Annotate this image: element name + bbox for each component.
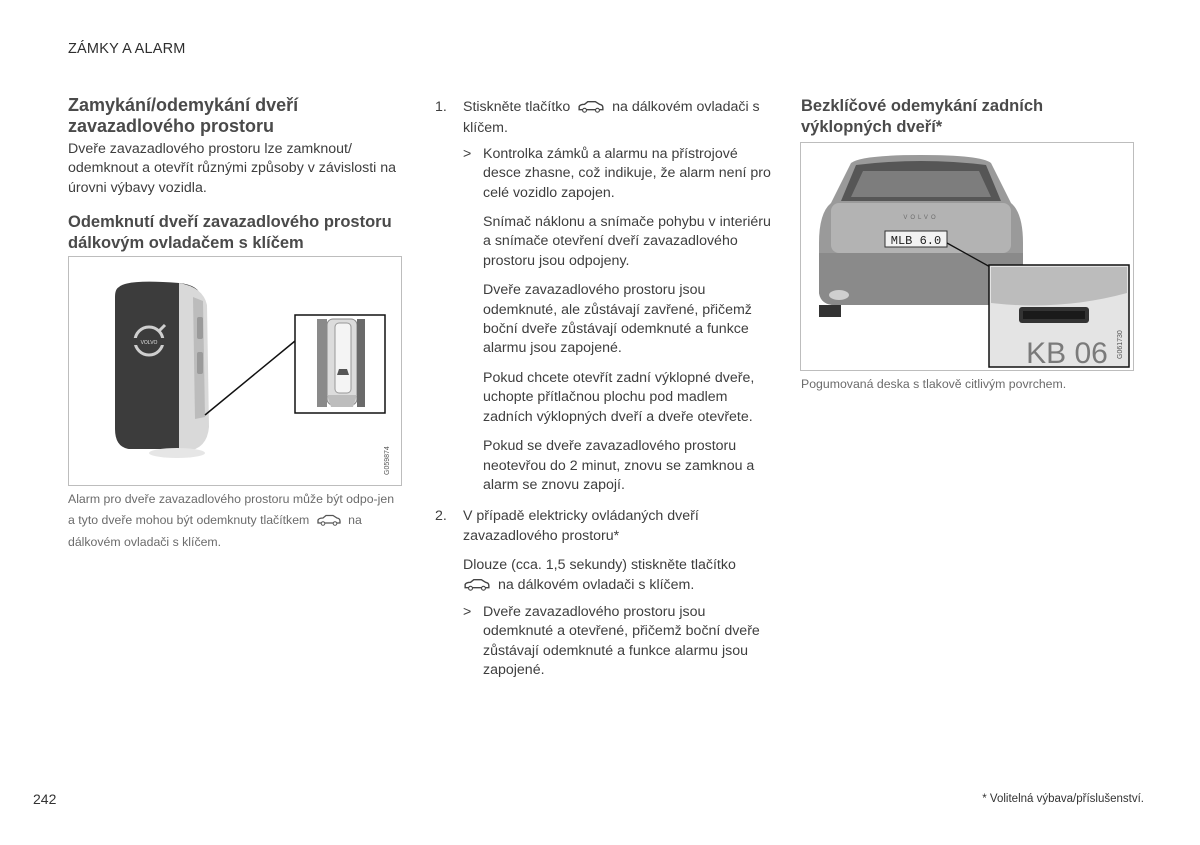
step-paragraph-text-end: na dálkovém ovladači s klíčem. xyxy=(497,576,695,593)
page-number: 242 xyxy=(33,791,57,807)
svg-text:KB 06: KB 06 xyxy=(1026,337,1108,370)
chapter-title: ZÁMKY A ALARM xyxy=(68,41,186,57)
key-fob-figure xyxy=(68,256,402,486)
intro-text: Dveře zavazadlového prostoru lze zamknout/ odemknout a otevřít různými způsoby v závislosti na úrovni výbavy vozidla. xyxy=(68,141,397,196)
step-text: Stiskněte tlačítko xyxy=(463,99,571,115)
step-paragraph-text: Dlouze (cca. 1,5 sekundy) stiskněte tlačítko xyxy=(463,557,736,574)
caption-text: Alarm pro dveře zavazadlového prostoru může být odpo-jen a tyto dveře mohou být odemknuty tlačítkem xyxy=(68,492,395,527)
key-fob-illustration xyxy=(69,257,401,485)
figure-code: G059874 xyxy=(384,446,391,475)
car-tailgate-icon xyxy=(577,100,605,119)
car-tailgate-icon xyxy=(316,512,342,533)
bullet-marker: > xyxy=(463,145,472,162)
step-1 xyxy=(435,98,775,495)
car-rear-illustration xyxy=(801,143,1133,370)
step-paragraph: Pokud se dveře zavazadlového prostoru neotevřou do 2 minut, znovu se zamknou a alarm se znovu zapojí. xyxy=(483,438,755,493)
figure-caption: Pogumovaná deska s tlakově citlivým povrchem. xyxy=(801,377,1067,391)
svg-text:VOLVO: VOLVO xyxy=(140,340,158,346)
bullet-marker: > xyxy=(463,603,472,620)
figure-caption xyxy=(68,489,404,553)
step-paragraph: Snímač náklonu a snímače pohybu v interiéru a snímače otevření dveří zavazadlového prostoru jsou odpojeny. xyxy=(483,214,771,269)
step-paragraph xyxy=(463,556,775,597)
right-heading: Bezklíčové odemykání zadních výklopných dveří* xyxy=(801,97,1044,136)
bullet-text: Dveře zavazadlového prostoru jsou odemknuté a otevřené, přičemž boční dveře zůstávají odemknuté a funkce alarmu jsou zapojené. xyxy=(483,603,760,679)
procedure-steps xyxy=(435,98,775,681)
tailgate-figure xyxy=(800,142,1134,371)
result-bullet xyxy=(463,145,775,203)
step-paragraph: Pokud chcete otevřít zadní výklopné dveře, uchopte přítlačnou plochu pod madlem zadních výklopných dveří a dveře otevřete. xyxy=(483,369,755,425)
step-paragraph: Dveře zavazadlového prostoru jsou odemknuté, ale zůstávají zavřené, přičemž boční dveře zůstávají odemknuté a funkce alarmu jsou zapojené. xyxy=(483,282,752,357)
svg-text:VOLVO: VOLVO xyxy=(903,215,939,221)
step-number: 1. xyxy=(435,99,447,115)
car-tailgate-icon xyxy=(463,578,491,597)
bullet-text: Kontrolka zámků a alarmu na přístrojové desce zhasne, což indikuje, že alarm není pro celé vozidlo zapojen. xyxy=(483,145,771,201)
step-2 xyxy=(435,507,775,680)
figure-code: G061730 xyxy=(1117,330,1124,359)
svg-text:MLB 6.0: MLB 6.0 xyxy=(890,234,942,248)
step-number: 2. xyxy=(435,508,447,525)
step-text: V případě elektricky ovládaných dveří zavazadlového prostoru* xyxy=(463,508,699,544)
step-text-end: na dálkovém ovladači s klíčem. xyxy=(463,99,760,137)
section-heading: Zamykání/odemykání dveří zavazadlového prostoru xyxy=(68,95,299,136)
result-bullet xyxy=(463,603,775,681)
footnote: * Volitelná výbava/příslušenství. xyxy=(982,793,1144,805)
caption-text-end: na dálkovém ovladači s klíčem. xyxy=(68,512,362,549)
subsection-heading: Odemknutí dveří zavazadlového prostoru dálkovým ovladačem s klíčem xyxy=(68,213,392,252)
